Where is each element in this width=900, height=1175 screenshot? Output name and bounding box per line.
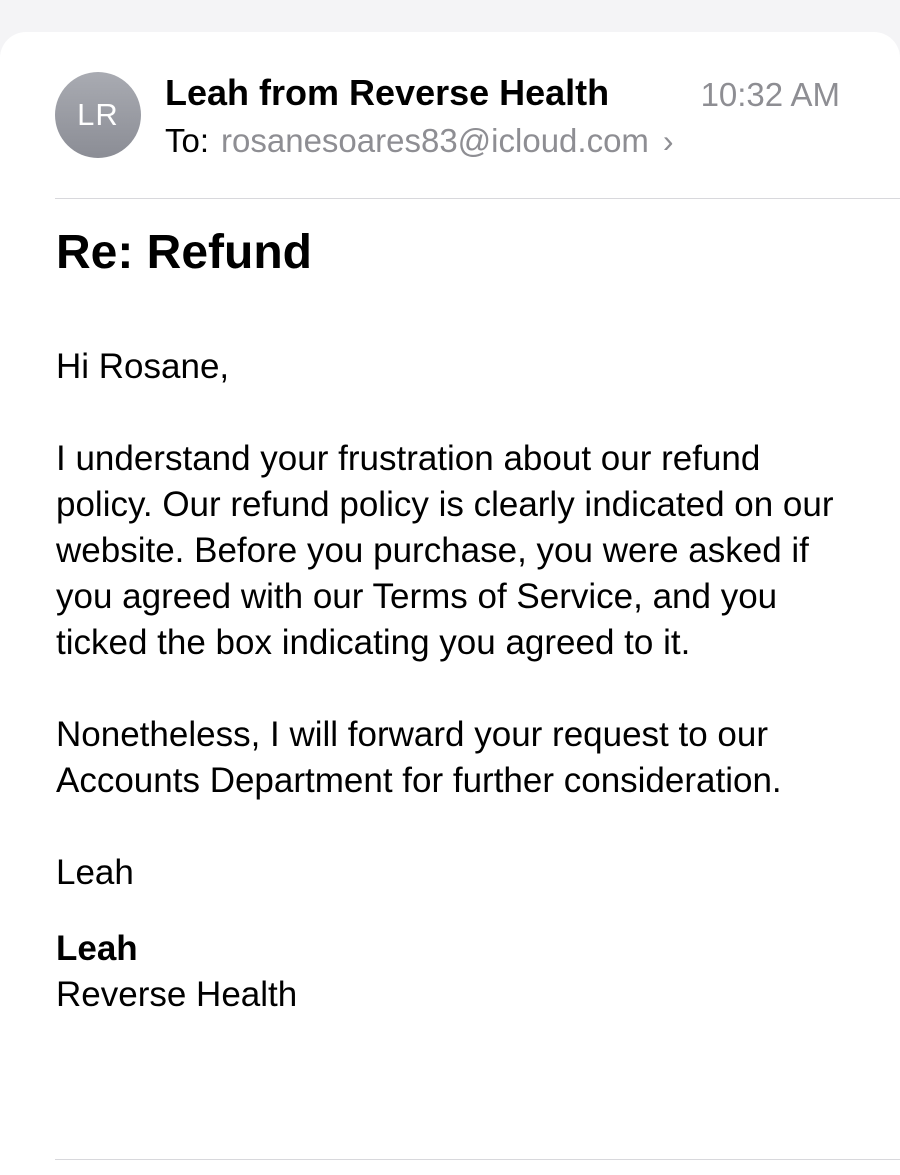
header-divider [55,198,900,199]
to-label: To: [165,122,210,159]
email-subject: Re: Refund [56,226,312,279]
avatar[interactable] [55,72,141,158]
body-signoff: Leah [56,853,134,892]
body-paragraph: Nonetheless, I will forward your request to our Accounts Department for further consideration. [56,715,782,800]
footer-divider [55,1159,900,1160]
chevron-right-icon[interactable]: › [662,122,674,159]
sender-name[interactable]: Leah from Reverse Health [165,72,610,113]
recipient-address[interactable]: rosanesoares83@icloud.com [221,122,649,159]
avatar-initials: LR [77,97,119,132]
signature-company: Reverse Health [56,975,298,1014]
email-body [56,344,856,1018]
body-greeting: Hi Rosane, [56,347,230,386]
signature-name: Leah [56,929,138,968]
timestamp: 10:32 AM [700,76,840,113]
body-paragraph: I understand your frustration about our refund policy. Our refund policy is clearly indicated on our website. Before you purchase, you were asked if you agreed with our Terms of Service, and you ticked the box indicating you agreed to it. [56,439,834,662]
email-view [0,32,900,1175]
recipient-row[interactable] [165,122,674,160]
